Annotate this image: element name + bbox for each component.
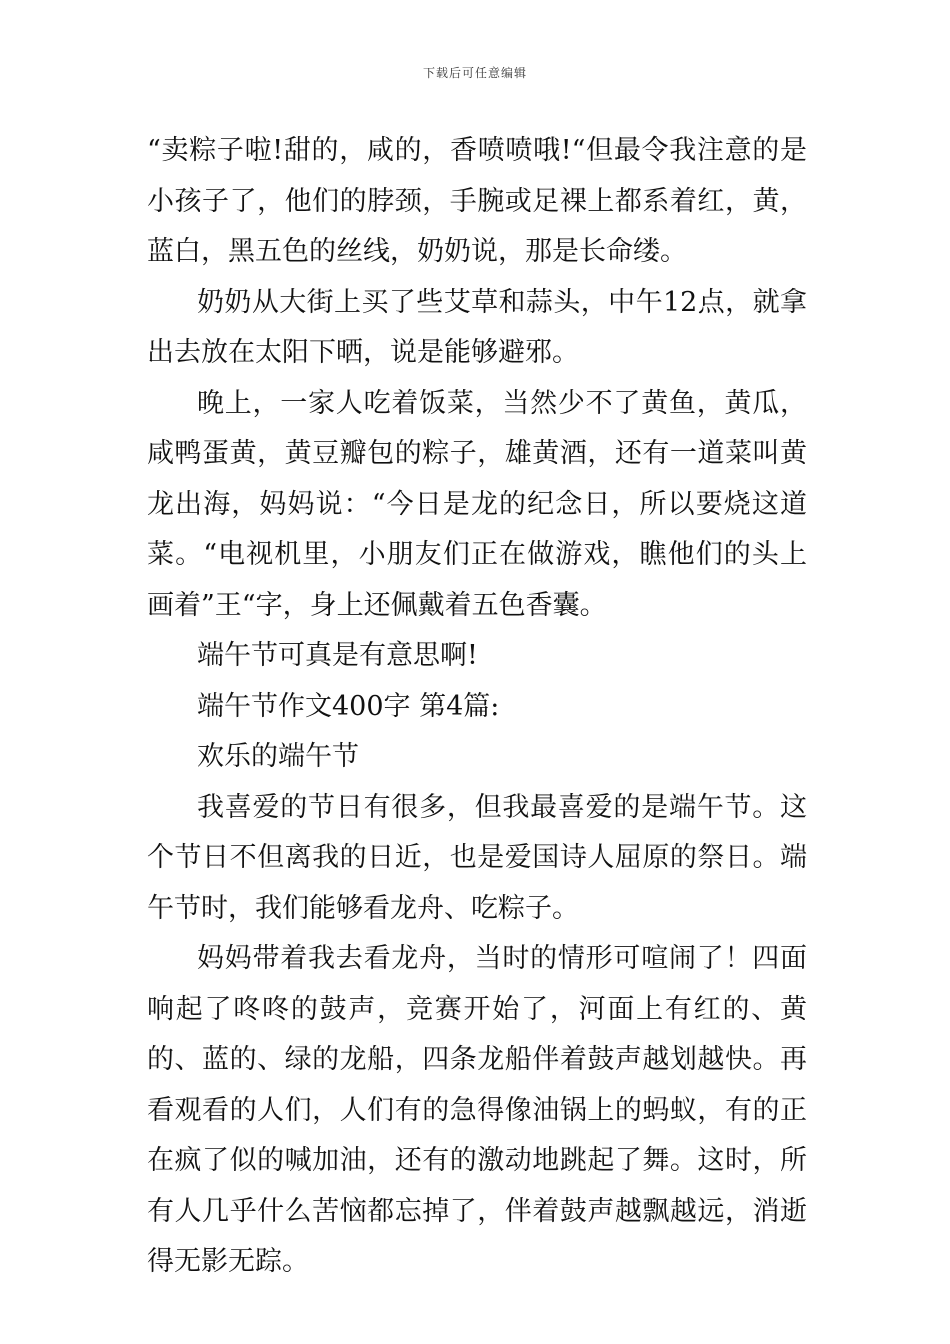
paragraph-2: 奶奶从大街上买了些艾草和蒜头，中午12点，就拿出去放在太阳下晒，说是能够避邪。 bbox=[147, 286, 807, 368]
paragraph-6: 妈妈带着我去看龙舟，当时的情形可喧闹了！四面响起了咚咚的鼓声，竞赛开始了，河面上有红的、黄的、蓝的、绿的龙船，四条龙船伴着鼓声越划越快。再看观看的人们，人们有的急得像油锅上的蚂蚁，有的正在疯了似的喊加油，还有的激动地跳起了舞。这时，所有人几乎什么苦恼都忘掉了，伴着鼓声越飘越远，消逝得无影无踪。 bbox=[147, 943, 807, 1277]
essay-title: 欢乐的端午节 bbox=[197, 741, 359, 772]
paragraph-4: 端午节可真是有意思啊! bbox=[197, 640, 478, 671]
paragraph-1: “卖粽子啦!甜的，咸的，香喷喷哦!“但最令我注意的是小孩子了，他们的脖颈，手腕或足裸上都系着红，黄，蓝白，黑五色的丝线，奶奶说，那是长命缕。 bbox=[147, 135, 807, 267]
document-body bbox=[147, 126, 807, 1288]
paragraph-5: 我喜爱的节日有很多，但我最喜爱的是端午节。这个节日不但离我的日近，也是爱国诗人屈原的祭日。端午节时，我们能够看龙舟、吃粽子。 bbox=[147, 791, 807, 924]
paragraph-3: 晚上，一家人吃着饭菜，当然少不了黄鱼，黄瓜，咸鸭蛋黄，黄豆瓣包的粽子，雄黄酒，还有一道菜叫黄龙出海，妈妈说：“今日是龙的纪念日，所以要烧这道菜。“电视机里，小朋友们正在做游戏，瞧他们的头上画着”王“字，身上还佩戴着五色香囊。 bbox=[147, 387, 807, 621]
section-heading: 端午节作文400字 第4篇: bbox=[197, 690, 500, 722]
page-header: 下载后可任意编辑 bbox=[422, 66, 527, 80]
